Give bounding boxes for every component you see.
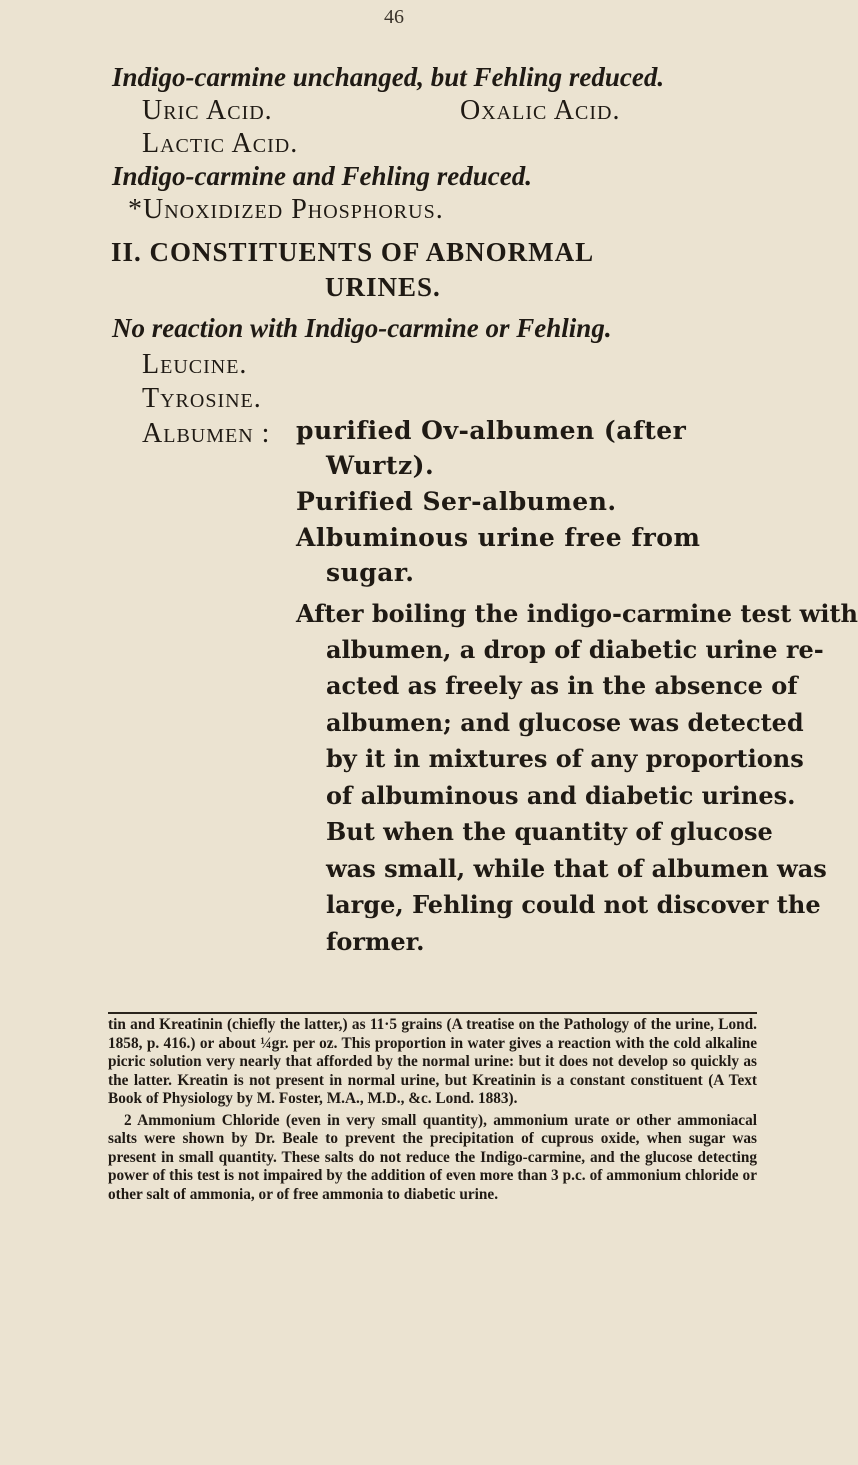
item-uric-acid: Uric Acid. — [142, 95, 273, 126]
item-oxalic-acid: Oxalic Acid. — [460, 95, 621, 126]
albumen-entry-3: Albuminous urine free from — [296, 523, 701, 552]
paragraph-line: acted as freely as in the absence of — [326, 671, 798, 700]
footnote-2: 2 Ammonium Chloride (even in very small quantity), ammonium urate or other ammoniacal salts were shown by Dr. Beale to prevent the precipitation of cuprous oxide, when sugar was present in small quantity. These salts do not reduce the Indigo-carmine, and the glucose detecting power of this test is not impaired by the addition of even more than 3 p.c. of ammonium chloride or other salt of ammonia, or of free ammonia to diabetic urine. — [108, 1111, 757, 1203]
albumen-entry-1-cont: Wurtz). — [326, 451, 435, 480]
item-unoxidized-phosphorus: *Unoxidized Phosphorus. — [128, 194, 444, 225]
albumen-entry-2: Purified Ser-albumen. — [296, 487, 617, 516]
albumen-entry-3-cont: sugar. — [326, 558, 415, 587]
footnote-1: tin and Kreatinin (chiefly the latter,) as 11·5 grains (A treatise on the Pathology of the urine, Lond. 1858, p. 416.) or about ¼gr. per oz. This proportion in water gives a reaction with the cold alkaline picric solution very nearly that afforded by the normal urine: but it does not develop so quickly as the latter. Kreatin is not present in normal urine, but Kreatinin is a constant constituent (A Text Book of Physiology by M. Foster, M.A., M.D., &c. Lond. 1883). — [108, 1016, 757, 1107]
footnotes — [108, 1016, 757, 1204]
paragraph-line: But when the quantity of glucose — [326, 817, 773, 846]
item-tyrosine: Tyrosine. — [142, 383, 262, 414]
item-leucine: Leucine. — [142, 349, 248, 380]
paragraph-line: albumen; and glucose was detected — [326, 708, 804, 737]
section-heading-line1: II. CONSTITUENTS OF ABNORMAL — [111, 237, 595, 267]
paragraph-line: large, Fehling could not discover the — [326, 890, 821, 919]
paragraph-line: of albuminous and diabetic urines. — [326, 781, 796, 810]
heading-indigo-fehling-reduced: Indigo-carmine and Fehling reduced. — [112, 161, 533, 191]
page-number: 46 — [384, 6, 404, 28]
paragraph-line: albumen, a drop of diabetic urine re- — [326, 635, 824, 664]
paragraph-line: was small, while that of albumen was — [326, 854, 827, 883]
heading-indigo-unchanged: Indigo-carmine unchanged, but Fehling reduced. — [112, 62, 665, 92]
paragraph-line: by it in mixtures of any proportions — [326, 744, 804, 773]
heading-no-reaction: No reaction with Indigo-carmine or Fehling. — [112, 313, 612, 343]
item-albumen-label: Albumen : — [142, 418, 271, 449]
section-heading-line2: URINES. — [325, 272, 441, 302]
albumen-entry-1: purified Ov-albumen (after — [296, 416, 687, 445]
paragraph-line: After boiling the indigo-carmine test with — [296, 599, 858, 628]
paragraph-line: former. — [326, 927, 425, 956]
item-lactic-acid: Lactic Acid. — [142, 128, 299, 159]
footnote-rule — [108, 1012, 757, 1014]
